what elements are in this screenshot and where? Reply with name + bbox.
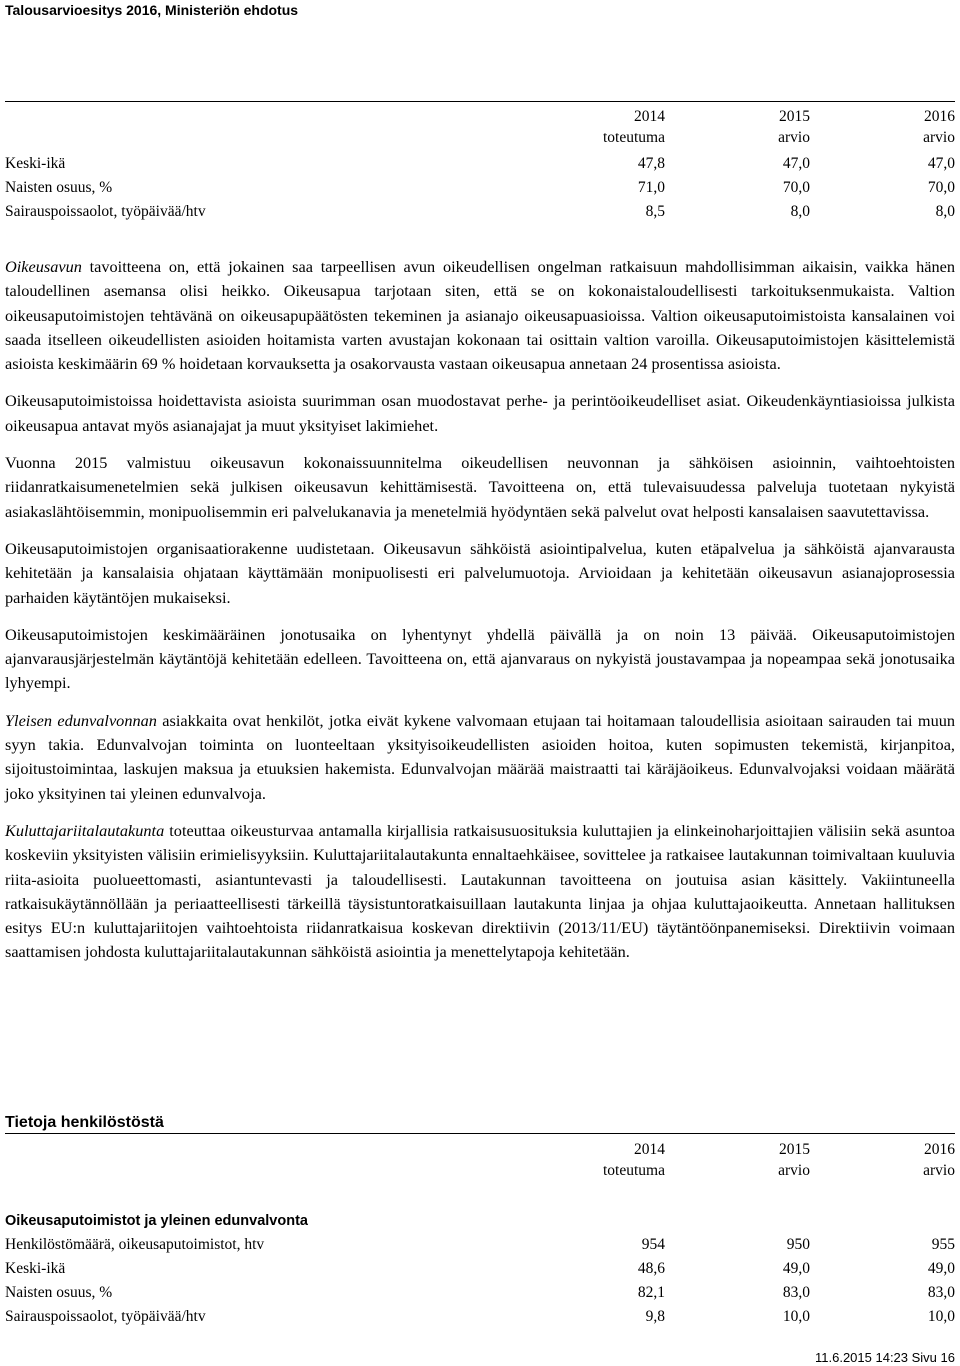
- row-label: Henkilöstömäärä, oikeusaputoimistot, htv: [5, 1236, 265, 1253]
- cell-value: 950: [786, 1236, 810, 1253]
- cell-value: 47,0: [782, 155, 810, 172]
- term-emphasis: Yleisen edunvalvonnan: [5, 710, 157, 730]
- column-year: 2014: [634, 1141, 665, 1158]
- cell-value: 71,0: [637, 179, 665, 196]
- column-subheads-row: [5, 127, 955, 148]
- row-label: Naisten osuus, %: [5, 1284, 113, 1301]
- column-year: 2015: [779, 108, 810, 125]
- column-years-row: [5, 106, 955, 127]
- cell-value: 8,5: [645, 203, 665, 220]
- paragraph: [5, 709, 955, 806]
- paragraph: Oikeusaputoimistojen organisaatiorakenne uudistetaan. Oikeusavun sähköistä asiointipalvelua, kuten etäpalvelua ja sähköistä ajanvarausta kehitetään ja kansalaisia ohjataan käyttämään monipuolisesti eri palvelumuotoja. Arvioidaan ja kehitetään oikeusavun asianajoprosessia parhaiden käytäntöjen mukaiseksi.: [5, 538, 955, 607]
- term-emphasis: Oikeusavun: [5, 257, 82, 276]
- paragraph-text: asiakkaita ovat henkilöt, jotka eivät kykene valvomaan etujaan tai hoitamaan taloudellisia asioitaan sairauden tai muun syyn takia. Edunvalvojan toiminta on luonteeltaan yksityisoikeudellisten asioiden hoitoa, kuten sopimusten tekemistä, kirjanpitoa, sijoitustoimintaa, laskujen maksua ja etuuksien hakemista. Edunvalvojan määrää maistraatti tai käräjäoikeus. Edunvalvojaksi voidaan määrätä joko yksityinen tai yleinen edunvalvoja.: [5, 710, 956, 803]
- cell-value: 49,0: [927, 1260, 955, 1277]
- row-label: Sairauspoissaolot, työpäivää/htv: [5, 203, 206, 220]
- table-row: [5, 1233, 955, 1257]
- column-subhead: arvio: [778, 129, 810, 146]
- column-year: 2016: [924, 108, 955, 125]
- column-subhead: arvio: [778, 1162, 810, 1179]
- column-years-row: [5, 1139, 955, 1160]
- row-label: Keski-ikä: [5, 155, 66, 172]
- column-year: 2015: [779, 1141, 810, 1158]
- cell-value: 8,0: [790, 203, 810, 220]
- body-text: [5, 255, 955, 965]
- cell-value: 83,0: [927, 1284, 955, 1301]
- cell-value: 49,0: [782, 1260, 810, 1277]
- term-emphasis: Kuluttajariitalautakunta: [5, 820, 165, 840]
- column-subhead: arvio: [923, 1162, 955, 1179]
- column-subheads-row: [5, 1160, 955, 1181]
- cell-value: 82,1: [637, 1284, 665, 1301]
- cell-value: 48,6: [637, 1260, 665, 1277]
- paragraph: [5, 255, 955, 376]
- table-row: [5, 200, 955, 224]
- table-row: [5, 1305, 955, 1329]
- cell-value: 10,0: [927, 1308, 955, 1325]
- paragraph: Vuonna 2015 valmistuu oikeusavun kokonaissuunnitelma oikeudellisen neuvonnan ja sähköisen asioinnin, vaihtoehtoisten riidanratkaisumenetelmien sekä julkisen oikeusavun kehittämisestä. Tavoitteena on, että tulevaisuudessa palveluja tuotetaan nykyistä asiakaslähtöisemmin, monipuolisemmin eri palvelukanavia ja menetelmiä hyödyntäen sekä palvelut ovat helposti kansalaisen saavutettavissa.: [5, 453, 955, 521]
- table-row: [5, 152, 955, 176]
- paragraph: Oikeusaputoimistoissa hoidettavista asioista suurimman osan muodostavat perhe- ja perintöoikeudelliset asiat. Oikeudenkäyntiasioissa julkista oikeusapua antavat myös asianajajat ja muut yksityiset lakimiehet.: [5, 391, 955, 435]
- cell-value: 47,0: [927, 155, 955, 172]
- table-row: [5, 1257, 955, 1281]
- section-title: Tietoja henkilöstöstä: [5, 1114, 164, 1131]
- cell-value: 8,0: [935, 203, 955, 220]
- table-row: [5, 176, 955, 200]
- cell-value: 10,0: [782, 1308, 810, 1325]
- page-footer: 11.6.2015 14:23 Sivu 16: [815, 1350, 955, 1365]
- table-staff-stats-2015: [5, 106, 955, 224]
- table-row: [5, 1281, 955, 1305]
- paragraph-text: toteuttaa oikeusturvaa antamalla kirjallisia ratkaisusuosituksia kuluttajien ja elinkeinoharjoittajien välisiin sekä asuntoa koskeviin yksityisten välisiin erimielisyyksiin. Kuluttajariitalautakunta ennaltaehkäisee, sovittelee ja ratkaisee lautakunnan toimivaltaan kuuluvia riita-asioita puolueettomasti, asiantuntevasti ja taloudellisesti. Lautakunnan tavoitteena on joutuisa asian käsittely. Vakiintuneella ratkaisukäytännöllään ja periaatteellisesti tärkeillä täysistuntoratkaisuillaan lautakunta linjaa ja ohjaa kuluttajaoikeutta. Annetaan hallituksen esitys EU:n kuluttajariitojen vaihtoehtoista riidanratkaisua koskevan direktiivin (2013/11/EU) täytäntöönpanemiseksi. Direktiivin voimaan saattamisen johdosta kuluttajariitalautakunnan sähköistä asiointia ja menettelytapoja kehitetään.: [5, 820, 955, 962]
- column-subhead: toteutuma: [603, 129, 665, 146]
- column-year: 2016: [924, 1141, 955, 1158]
- cell-value: 9,8: [645, 1308, 665, 1325]
- document-header: Talousarvioesitys 2016, Ministeriön ehdotus: [5, 2, 299, 18]
- row-label: Sairauspoissaolot, työpäivää/htv: [5, 1308, 206, 1325]
- cell-value: 954: [641, 1236, 665, 1253]
- cell-value: 955: [931, 1236, 955, 1253]
- column-year: 2014: [634, 108, 665, 125]
- paragraph-text: tavoitteena on, että jokainen saa tarpeellisen avun oikeudellisen ongelman ratkaisuun mahdollisimman aikaisin, vaikka hänen taloudellinen asemansa olisi heikko. Oikeusapua tarjotaan siten, että se on kokonaistaloudellisesti tarkoituksenmukaista. Valtion oikeusaputoimistojen tehtävänä on oikeusapupäätösten tekeminen ja asianajo oikeusapuasioissa. Valtion oikeusaputoimistoista kansalainen voi saada itselleen oikeudellisten asioiden hoitamista varten avustajan kokonaan tai osittain valtion varoilla. Oikeusaputoimistojen käsittelemistä asioista keskimäärin 69 % hoidetaan korvauksetta ja osakorvausta vastaan oikeusapua annetaan 24 prosentissa asioista.: [5, 257, 955, 374]
- group-title: Oikeusaputoimistot ja yleinen edunvalvonta: [5, 1213, 308, 1229]
- table-top-rule: [5, 101, 955, 102]
- row-label: Naisten osuus, %: [5, 179, 113, 196]
- column-subhead: toteutuma: [603, 1162, 665, 1179]
- cell-value: 83,0: [782, 1284, 810, 1301]
- cell-value: 47,8: [637, 155, 665, 172]
- paragraph: Oikeusaputoimistojen keskimääräinen jonotusaika on lyhentynyt yhdellä päivällä ja on noin 13 päivää. Oikeusaputoimistojen ajanvarausjärjestelmän käytäntöjä kehitetään edelleen. Tavoitteena on, että ajanvaraus on nykyistä joustavampaa ja nopeampaa sekä jonotusaika lyhyempi.: [5, 624, 955, 693]
- table-staff-stats-2016: [5, 1139, 955, 1329]
- cell-value: 70,0: [927, 179, 955, 196]
- section-rule: [5, 1133, 955, 1134]
- column-subhead: arvio: [923, 129, 955, 146]
- row-label: Keski-ikä: [5, 1260, 66, 1277]
- paragraph: [5, 819, 955, 965]
- cell-value: 70,0: [782, 179, 810, 196]
